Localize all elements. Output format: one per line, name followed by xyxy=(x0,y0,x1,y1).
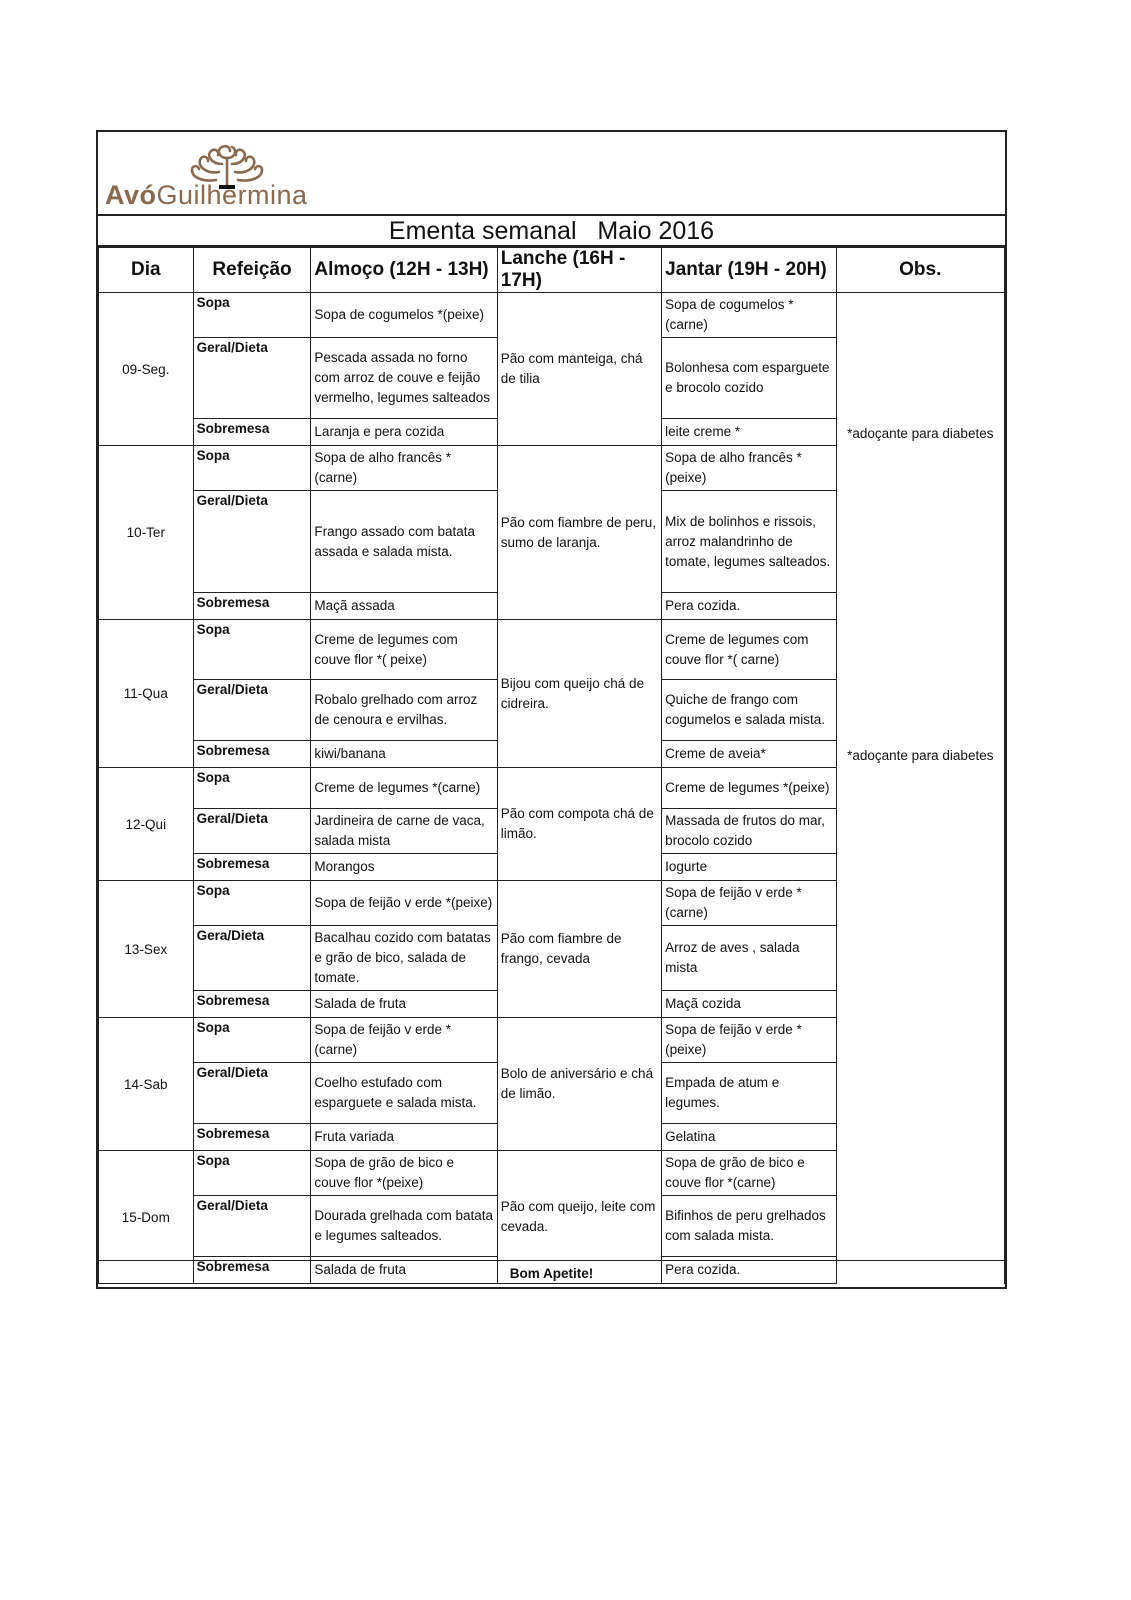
meal-type-cell: Sobremesa xyxy=(193,1124,311,1151)
meal-type-cell: Sopa xyxy=(193,768,311,809)
page-title: Ementa semanal Maio 2016 xyxy=(98,216,1005,247)
dinner-cell: Empada de atum e legumes. xyxy=(662,1063,836,1124)
menu-row xyxy=(99,1151,1005,1196)
dinner-cell: Sopa de feijão v erde *(peixe) xyxy=(662,1018,836,1063)
header-dia: Dia xyxy=(99,248,194,293)
lunch-cell: Sopa de grão de bico e couve flor *(peixe) xyxy=(311,1151,497,1196)
snack-cell: Bijou com queijo chá de cidreira. xyxy=(497,620,661,768)
menu-sheet xyxy=(96,130,1007,1289)
lunch-cell: kiwi/banana xyxy=(311,741,497,768)
snack-cell: Pão com fiambre de peru, sumo de laranja. xyxy=(497,446,661,620)
menu-row xyxy=(99,881,1005,926)
dinner-cell: Gelatina xyxy=(662,1124,836,1151)
dinner-cell: Bifinhos de peru grelhados com salada mista. xyxy=(662,1196,836,1257)
menu-row xyxy=(99,446,1005,491)
lunch-cell: Creme de legumes com couve flor *( peixe) xyxy=(311,620,497,680)
header-obs: Obs. xyxy=(836,248,1004,293)
obs-cell xyxy=(836,446,1004,620)
meal-type-cell: Sobremesa xyxy=(193,991,311,1018)
meal-type-cell: Geral/Dieta xyxy=(193,1196,311,1257)
dinner-cell: Arroz de aves , salada mista xyxy=(662,926,836,991)
dinner-cell: Iogurte xyxy=(662,854,836,881)
dinner-cell: Creme de legumes *(peixe) xyxy=(662,768,836,809)
lunch-cell: Salada de fruta xyxy=(311,1257,497,1284)
dinner-cell: Sopa de alho francês *(peixe) xyxy=(662,446,836,491)
lunch-cell: Pescada assada no forno com arroz de couve e feijão vermelho, legumes salteados xyxy=(311,338,497,419)
obs-cell xyxy=(836,1018,1004,1151)
dinner-cell: Sopa de feijão v erde *(carne) xyxy=(662,881,836,926)
day-cell: 10-Ter xyxy=(99,446,194,620)
dinner-cell: Mix de bolinhos e rissois, arroz malandrinho de tomate, legumes salteados. xyxy=(662,491,836,593)
obs-cell xyxy=(836,881,1004,1018)
menu-body xyxy=(99,293,1005,1284)
snack-cell: Pão com fiambre de frango, cevada xyxy=(497,881,661,1018)
lunch-cell: Sopa de cogumelos *(peixe) xyxy=(311,293,497,338)
snack-cell: Bolo de aniversário e chá de limão. xyxy=(497,1018,661,1151)
lunch-cell: Sopa de feijão v erde *(peixe) xyxy=(311,881,497,926)
menu-row xyxy=(99,293,1005,338)
lunch-cell: Jardineira de carne de vaca, salada mista xyxy=(311,809,497,854)
meal-type-cell: Gera/Dieta xyxy=(193,926,311,991)
snack-cell: Pão com manteiga, chá de tilia xyxy=(497,293,661,446)
dinner-cell: Massada de frutos do mar, brocolo cozido xyxy=(662,809,836,854)
dinner-cell: Pera cozida. xyxy=(662,593,836,620)
brand-rest: Guilhermina xyxy=(156,180,308,210)
footer-message: Bom Apetite! xyxy=(98,1260,1005,1287)
lunch-cell: Morangos xyxy=(311,854,497,881)
dinner-cell: Creme de aveia* xyxy=(662,741,836,768)
header-lanche: Lanche (16H - 17H) xyxy=(497,248,661,293)
meal-type-cell: Sobremesa xyxy=(193,419,311,446)
snack-cell: Pão com compota chá de limão. xyxy=(497,768,661,881)
day-cell: 11-Qua xyxy=(99,620,194,768)
meal-type-cell: Sobremesa xyxy=(193,1257,311,1284)
meal-type-cell: Sobremesa xyxy=(193,741,311,768)
lunch-cell: Coelho estufado com esparguete e salada mista. xyxy=(311,1063,497,1124)
lunch-cell: Salada de fruta xyxy=(311,991,497,1018)
dinner-cell: Sopa de grão de bico e couve flor *(carne) xyxy=(662,1151,836,1196)
obs-cell xyxy=(836,768,1004,881)
lunch-cell: Sopa de alho francês *(carne) xyxy=(311,446,497,491)
lunch-cell: Maçã assada xyxy=(311,593,497,620)
brand-bold: Avó xyxy=(105,180,157,210)
day-cell: 13-Sex xyxy=(99,881,194,1018)
brand-wordmark xyxy=(105,180,308,211)
dinner-cell: leite creme * xyxy=(662,419,836,446)
menu-table xyxy=(98,247,1005,1284)
dinner-cell: Sopa de cogumelos *(carne) xyxy=(662,293,836,338)
header-row xyxy=(99,248,1005,293)
dinner-cell: Pera cozida. xyxy=(662,1257,836,1284)
lunch-cell: Laranja e pera cozida xyxy=(311,419,497,446)
meal-type-cell: Geral/Dieta xyxy=(193,491,311,593)
header-refeicao: Refeição xyxy=(193,248,311,293)
dinner-cell: Bolonhesa com esparguete e brocolo cozido xyxy=(662,338,836,419)
meal-type-cell: Geral/Dieta xyxy=(193,1063,311,1124)
day-cell: 15-Dom xyxy=(99,1151,194,1284)
menu-row xyxy=(99,768,1005,809)
lunch-cell: Fruta variada xyxy=(311,1124,497,1151)
meal-type-cell: Sopa xyxy=(193,293,311,338)
lunch-cell: Frango assado com batata assada e salada mista. xyxy=(311,491,497,593)
meal-type-cell: Geral/Dieta xyxy=(193,680,311,741)
meal-type-cell: Sobremesa xyxy=(193,854,311,881)
dinner-cell: Maçã cozida xyxy=(662,991,836,1018)
meal-type-cell: Sopa xyxy=(193,1018,311,1063)
menu-row xyxy=(99,620,1005,680)
header-jantar: Jantar (19H - 20H) xyxy=(662,248,836,293)
meal-type-cell: Sopa xyxy=(193,620,311,680)
header-almoco: Almoço (12H - 13H) xyxy=(311,248,497,293)
dinner-cell: Creme de legumes com couve flor *( carne) xyxy=(662,620,836,680)
day-cell: 14-Sab xyxy=(99,1018,194,1151)
lunch-cell: Sopa de feijão v erde *(carne) xyxy=(311,1018,497,1063)
lunch-cell: Robalo grelhado com arroz de cenoura e ervilhas. xyxy=(311,680,497,741)
lunch-cell: Bacalhau cozido com batatas e grão de bico, salada de tomate. xyxy=(311,926,497,991)
meal-type-cell: Sopa xyxy=(193,1151,311,1196)
lunch-cell: Creme de legumes *(carne) xyxy=(311,768,497,809)
day-cell: 09-Seg. xyxy=(99,293,194,446)
meal-type-cell: Geral/Dieta xyxy=(193,338,311,419)
obs-cell: *adoçante para diabetes xyxy=(836,620,1004,768)
obs-cell: *adoçante para diabetes xyxy=(836,293,1004,446)
snack-cell: Pão com queijo, leite com cevada. xyxy=(497,1151,661,1284)
day-cell: 12-Qui xyxy=(99,768,194,881)
meal-type-cell: Sopa xyxy=(193,446,311,491)
lunch-cell: Dourada grelhada com batata e legumes salteados. xyxy=(311,1196,497,1257)
meal-type-cell: Geral/Dieta xyxy=(193,809,311,854)
meal-type-cell: Sobremesa xyxy=(193,593,311,620)
dinner-cell: Quiche de frango com cogumelos e salada mista. xyxy=(662,680,836,741)
meal-type-cell: Sopa xyxy=(193,881,311,926)
menu-row xyxy=(99,1018,1005,1063)
logo-area xyxy=(98,132,1005,216)
